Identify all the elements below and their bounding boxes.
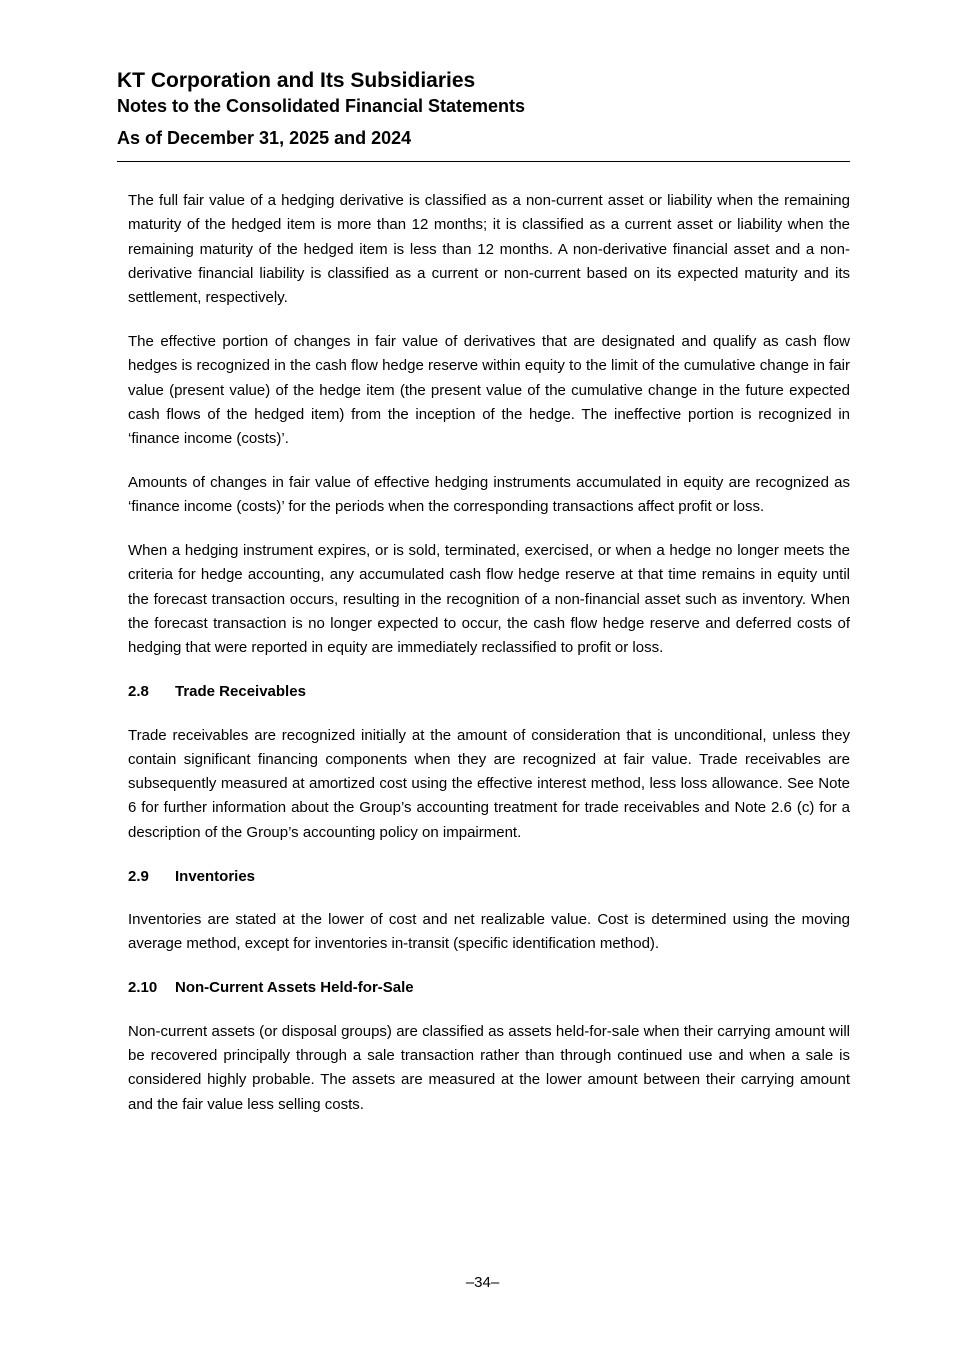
section-number: 2.8 [128,683,149,701]
section-heading-assets-held-for-sale [128,976,850,1000]
paragraph-assets-held-for-sale: Non-current assets (or disposal groups) are classified as assets held-for-sale when their carrying amount will be recovered principally through a sale transaction rather than through continued use and when a sale is considered highly probable. The assets are measured at the lower amount between their carrying amount and the fair value less selling costs. [128,1022,850,1113]
paragraph-cash-flow-hedges: The effective portion of changes in fair value of derivatives that are designated and qualify as cash flow hedges is recognized in the cash flow hedge reserve within equity to the limit of the cumulative change in fair value (present value) of the hedge item (the present value of the cumulative change in the future expected cash flows of the hedged item) from the inception of the hedge. The ineffective portion is recognized in ‘finance income (costs)’. [128,332,850,448]
page-header [117,68,850,150]
section-heading-inventories [128,865,850,889]
page-content [128,189,850,1136]
paragraph-inventories: Inventories are stated at the lower of cost and net realizable value. Cost is determined using the moving average method, except for inventories in-transit (specific identification method). [128,911,850,953]
paragraph-hedging-classification: The full fair value of a hedging derivative is classified as a non-current asset or liability when the remaining maturity of the hedged item is more than 12 months; it is classified as a current asset or liability when the remaining maturity of the hedged item is less than 12 months. A non-derivative financial asset and a non-derivative financial liability is classified as a current or non-current based on its expected maturity and its settlement, respectively. [128,192,850,307]
section-title: Inventories [175,867,256,885]
section-number: 2.9 [128,867,149,885]
statement-date: As of December 31, 2025 and 2024 [117,128,412,148]
paragraph-hedge-discontinuation: When a hedging instrument expires, or is sold, terminated, exercised, or when a hedge no longer meets the criteria for hedge accounting, any accumulated cash flow hedge reserve at that time remains in equity until the forecast transaction occurs, resulting in the recognition of a non-financial asset such as inventory. When the forecast transaction is no longer expected to occur, the cash flow hedge reserve and deferred costs of hedging that were reported in equity are immediately reclassified to profit or loss. [128,542,850,657]
paragraph-accumulated-equity: Amounts of changes in fair value of effective hedging instruments accumulated in equity are recognized as ‘finance income (costs)’ for the periods when the corresponding transactions affect profit or loss. [128,473,850,516]
section-title: Trade Receivables [175,683,306,701]
page-number: –34– [465,1274,500,1291]
paragraph-trade-receivables: Trade receivables are recognized initially at the amount of consideration that is unconditional, unless they contain significant financing components when they are recognized at fair value. Trade receivables are subsequently measured at amortized cost using the effective interest method, less loss allowance. See Note 6 for further information about the Group’s accounting treatment for trade receivables and Note 2.6 (c) for a description of the Group’s accounting policy on impairment. [128,726,850,841]
company-name: KT Corporation and Its Subsidiaries [117,69,476,92]
document-title: Notes to the Consolidated Financial Statements [117,96,526,116]
header-divider [117,161,850,162]
section-number: 2.10 [128,979,158,997]
section-title: Non-Current Assets Held-for-Sale [175,979,414,997]
section-heading-trade-receivables [128,680,850,704]
